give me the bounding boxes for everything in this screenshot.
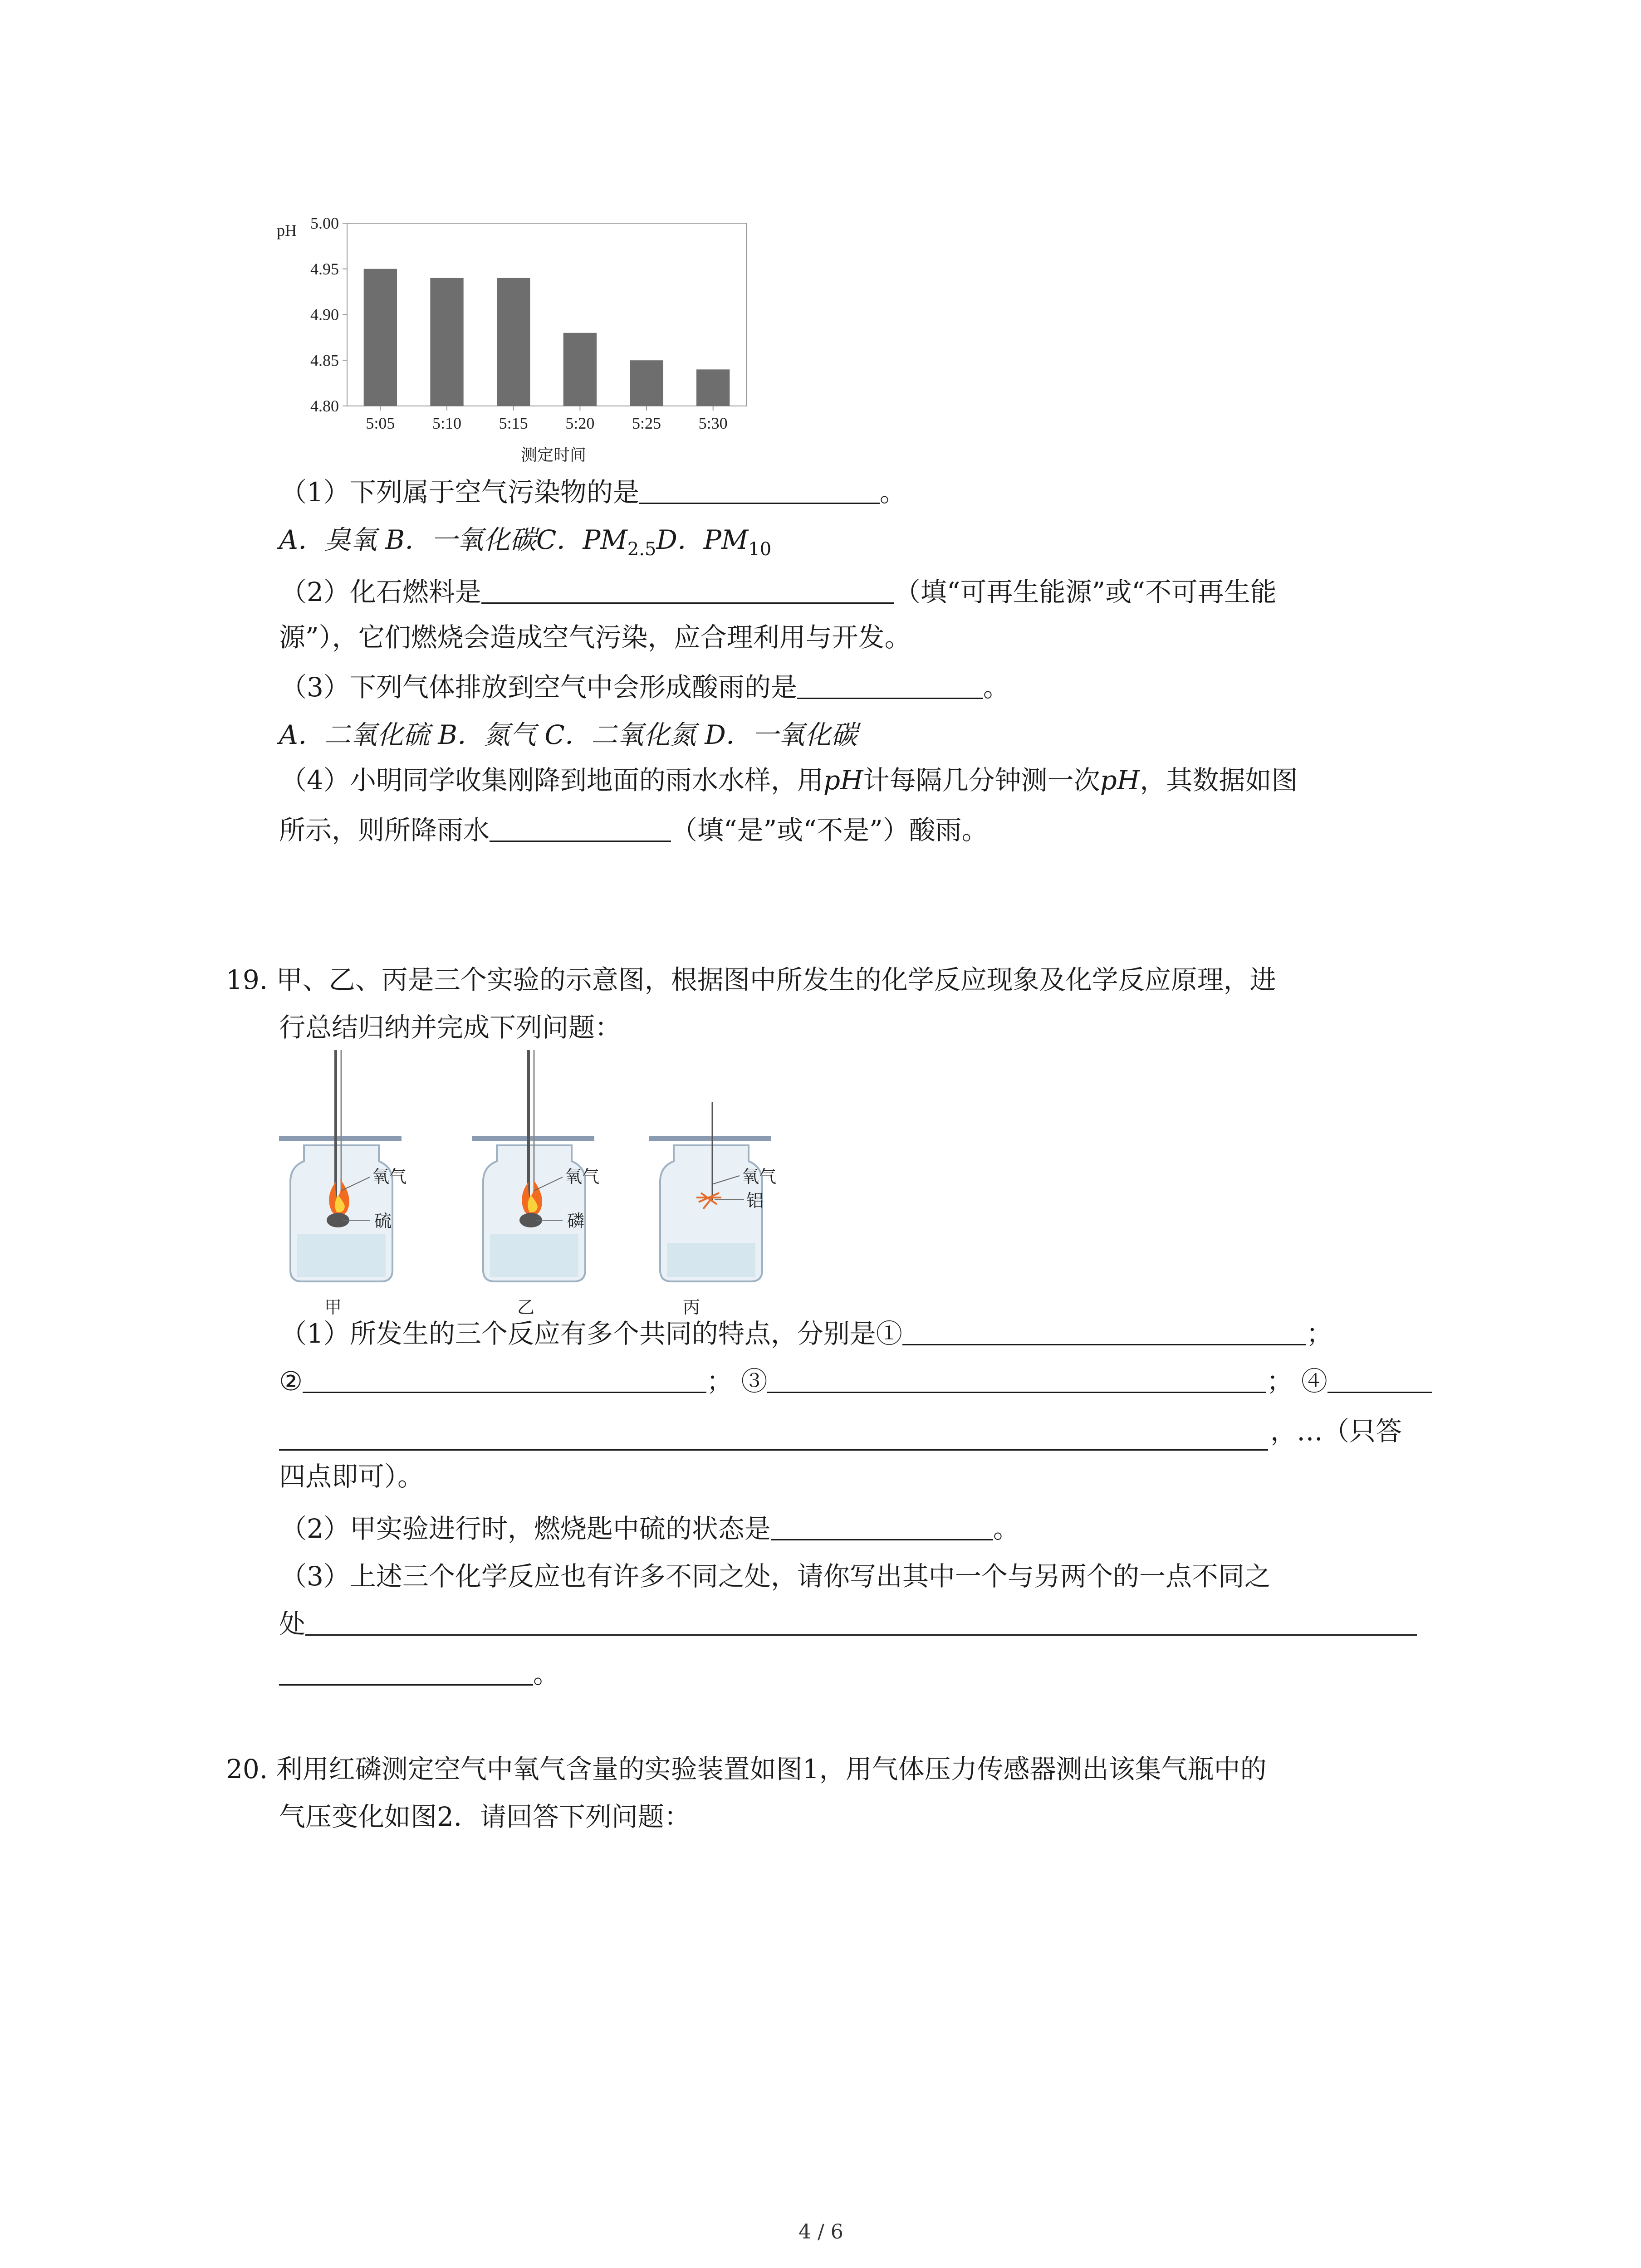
bar-520 [563, 333, 597, 406]
q19-p2-text: （2）甲实验进行时，燃烧匙中硫的状态是 [280, 1513, 771, 1544]
q18-p3-options: A．二氧化硫 B．氮气 C．二氧化氮 D．一氧化碳 [279, 719, 857, 750]
q18-p2-blank[interactable] [481, 577, 894, 604]
q18-p3-text: （3）下列气体排放到空气中会形成酸雨的是 [280, 672, 797, 703]
bing-substance-label: 铝 [746, 1191, 764, 1211]
page-number: 4 / 6 [798, 2220, 843, 2244]
q19-p2-end: 。 [993, 1513, 1019, 1544]
q19-part1-line3-end [1270, 1413, 1402, 1449]
q18-pm-c-sub: 2.5 [627, 539, 656, 560]
jia-caption: 甲 [324, 1297, 342, 1315]
jar-jia [279, 1050, 407, 1315]
q18-part2-line2 [279, 619, 911, 655]
q18-p1-option-d-prefix: D． [656, 524, 704, 555]
x-axis-label: 测定时间 [520, 446, 587, 464]
q19-p3-line2: 处 [279, 1608, 306, 1639]
y-tick-label: 5.00 [310, 214, 339, 232]
jia-gas-label: 氧气 [372, 1167, 407, 1187]
y-ticks [310, 214, 347, 415]
y-tick-label: 4.85 [310, 351, 339, 370]
x-tick-label: 5:20 [565, 414, 595, 432]
bar-515 [497, 278, 530, 406]
q19-part2 [280, 1510, 1019, 1547]
q18-p1-end: 。 [879, 477, 906, 508]
q18-pm-d-sub: 10 [748, 539, 772, 560]
q19-blank-2[interactable] [303, 1366, 706, 1393]
plot-frame [347, 223, 746, 406]
bar-505 [364, 269, 397, 406]
q18-part3-options [279, 717, 857, 753]
q20-stem-2: 气压变化如图2．请回答下列问题： [279, 1801, 691, 1832]
q18-pm-d: PM [703, 524, 749, 555]
jia-substance-label: 硫 [374, 1211, 392, 1231]
q18-part1-options [279, 522, 771, 567]
q19-part1-line2 [279, 1363, 1432, 1399]
y-tick-label: 4.90 [310, 305, 339, 324]
q19-circle-3: ③ [741, 1366, 768, 1397]
q18-p2-after: （填“可再生能源”或“不可再生能 [894, 577, 1277, 607]
q18-part4-line2 [279, 812, 988, 848]
q20-stem-line2 [279, 1799, 691, 1835]
q19-p1-semi: ； [1306, 1318, 1332, 1349]
q18-p4-a: （4）小明同学收集刚降到地面的雨水水样，用 [280, 765, 823, 796]
q18-p4-c: ，其数据如图 [1140, 765, 1298, 796]
bar-525 [630, 360, 663, 406]
q18-p1-option-a: A．臭氧 [279, 524, 377, 555]
q18-pm-c: PM [583, 524, 627, 555]
bing-gas-label: 氧气 [742, 1167, 777, 1187]
q18-p1-text: （1）下列属于空气污染物的是 [280, 477, 639, 508]
q18-part4 [280, 762, 1298, 798]
bar-510 [430, 278, 463, 406]
x-tick-label: 5:25 [632, 414, 661, 432]
y-axis-label: pH [277, 221, 297, 240]
q20-stem-1: 利用红磷测定空气中氧气含量的实验装置如图1，用气体压力传感器测出该集气瓶中的 [276, 1754, 1267, 1784]
q19-experiment-figure [272, 1048, 862, 1315]
q19-blank-3[interactable] [767, 1366, 1266, 1393]
q19-number: 19. [226, 964, 268, 995]
bing-caption: 丙 [683, 1297, 700, 1315]
q18-p1-blank[interactable] [639, 477, 880, 504]
q20-number: 20. [226, 1754, 268, 1784]
jar-bing [649, 1102, 776, 1315]
ph-bar-chart [268, 209, 767, 481]
q18-p3-end: 。 [983, 672, 1009, 703]
y-tick-label: 4.95 [310, 259, 339, 278]
x-ticks [366, 406, 727, 432]
q19-part1 [280, 1315, 1332, 1352]
q19-blank-4a[interactable] [1327, 1366, 1432, 1393]
q19-p3-line1: （3）上述三个化学反应也有许多不同之处，请你写出其中一个与另两个的一点不同之 [280, 1561, 1271, 1592]
q18-p4-line2-a: 所示，则所降雨水 [279, 815, 490, 846]
q19-blank-4b[interactable] [279, 1449, 1268, 1451]
x-tick-label: 5:30 [698, 414, 728, 432]
yi-gas-label: 氧气 [565, 1167, 600, 1187]
q18-p2-text: （2）化石燃料是 [280, 577, 481, 607]
q18-p1-option-b: B．一氧化碳 [385, 524, 536, 555]
yi-substance-label: 磷 [567, 1211, 585, 1231]
q19-part3-line1 [280, 1558, 1271, 1594]
q19-p3-blank-2[interactable] [279, 1659, 533, 1686]
q19-stem-2: 行总结归纳并完成下列问题： [279, 1012, 622, 1043]
x-tick-label: 5:15 [499, 414, 528, 432]
y-tick-label: 4.80 [310, 397, 339, 415]
q19-semi-2: ； [1266, 1366, 1293, 1397]
q19-p1-line3-end: ，…（只答 [1270, 1416, 1402, 1447]
q19-blank-1[interactable] [902, 1319, 1306, 1345]
yi-caption: 乙 [517, 1297, 535, 1315]
q18-p4-ph1: pH [823, 765, 863, 796]
q19-p3-blank-1[interactable] [305, 1609, 1417, 1636]
q18-p4-line2-b: （填“是”或“不是”）酸雨。 [671, 815, 988, 846]
q18-p3-blank[interactable] [797, 672, 983, 699]
q18-part1 [280, 474, 906, 510]
jar-yi [472, 1050, 599, 1315]
q18-p4-blank[interactable] [490, 815, 671, 842]
q18-p1-option-c-prefix: C． [536, 524, 583, 555]
q19-circle-4: ④ [1301, 1366, 1327, 1397]
x-tick-label: 5:10 [432, 414, 462, 432]
q19-part3-line2 [279, 1606, 1417, 1642]
q19-p3-end: 。 [533, 1658, 560, 1689]
q19-circle-2: ② [279, 1366, 303, 1397]
q19-part1-line4 [279, 1458, 424, 1495]
q18-p2-line2: 源”），它们燃烧会造成空气污染，应合理利用与开发。 [279, 622, 911, 653]
q19-p1-text: （1）所发生的三个反应有多个共同的特点，分别是① [280, 1318, 902, 1349]
bars [364, 269, 730, 406]
bar-530 [696, 369, 730, 406]
q19-p2-blank[interactable] [771, 1514, 993, 1540]
q19-p1-line4: 四点即可）。 [279, 1461, 424, 1492]
q19-stem-line2 [279, 1009, 621, 1046]
q19-part3-line3 [279, 1656, 559, 1692]
q18-part2 [280, 574, 1277, 610]
q18-p4-ph2: pH [1100, 765, 1140, 796]
q18-p4-b: 计每隔几分钟测一次 [863, 765, 1100, 796]
q18-part3 [280, 669, 1009, 705]
q19-stem-line1 [226, 962, 1276, 998]
q19-stem-1: 甲、乙、丙是三个实验的示意图，根据图中所发生的化学反应现象及化学反应原理，进 [276, 964, 1276, 995]
q20-stem-line1 [226, 1751, 1267, 1787]
q19-semi-1: ； [706, 1366, 733, 1397]
x-tick-label: 5:05 [366, 414, 395, 432]
